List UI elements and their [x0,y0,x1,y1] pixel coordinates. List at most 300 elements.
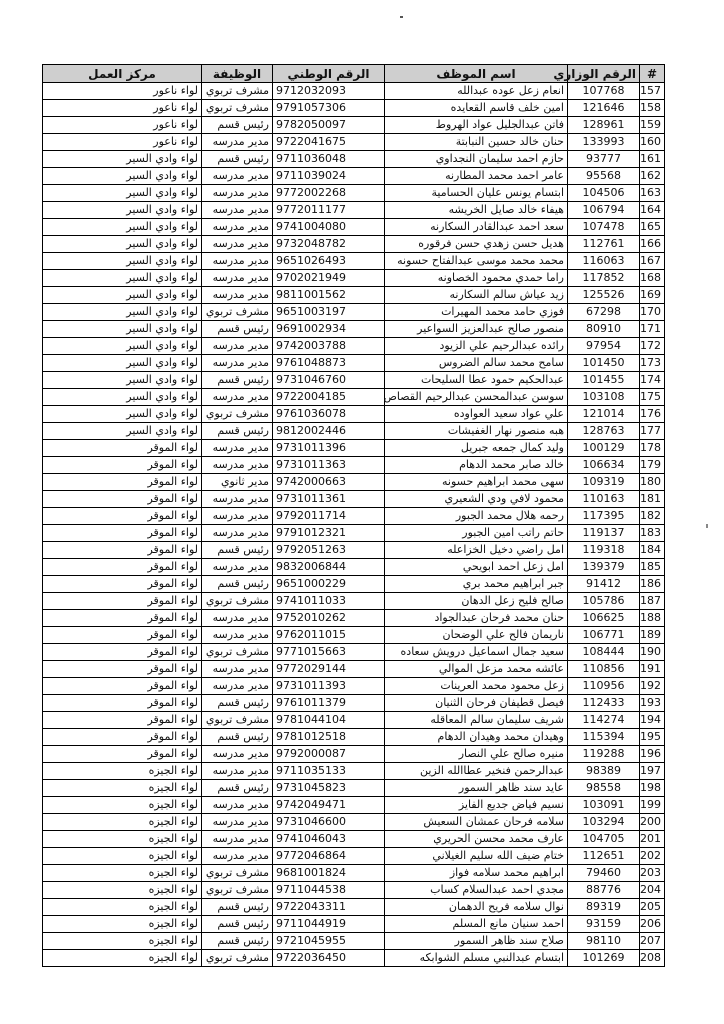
row-number: 176 [640,406,665,423]
table-row [43,372,665,389]
work-center-cell: لواء الموقر [43,457,202,474]
row-number: 166 [640,236,665,253]
national-id-cell: 9742003788 [273,338,385,355]
job-title-cell: مدير مدرسه [202,185,273,202]
row-number: 186 [640,576,665,593]
ministry-id-cell: 98558 [568,780,640,797]
table-row [43,219,665,236]
row-number: 168 [640,270,665,287]
table-row [43,695,665,712]
table-row [43,576,665,593]
employee-name-cell: ابراهيم محمد سلامه فواز [385,865,568,882]
table-row [43,83,665,100]
work-center-cell: لواء وادي السير [43,253,202,270]
table-row [43,950,665,967]
table-row [43,610,665,627]
job-title-cell: رئيس قسم [202,576,273,593]
row-number: 201 [640,831,665,848]
ministry-id-cell: 93777 [568,151,640,168]
row-number: 207 [640,933,665,950]
ministry-id-cell: 106771 [568,627,640,644]
national-id-cell: 9741011033 [273,593,385,610]
national-id-cell: 9792011714 [273,508,385,525]
national-id-cell: 9761036078 [273,406,385,423]
national-id-cell: 9742000663 [273,474,385,491]
national-id-cell: 9771015663 [273,644,385,661]
ministry-id-cell: 104705 [568,831,640,848]
job-title-cell: مدير مدرسه [202,746,273,763]
row-number: 181 [640,491,665,508]
ministry-id-cell: 93159 [568,916,640,933]
employee-name-cell: ختام ضيف الله سليم الغيلاني [385,848,568,865]
work-center-cell: لواء وادي السير [43,236,202,253]
employee-name-cell: علي عواد سعيد العواوده [385,406,568,423]
header-ministry-id: الرقم الوزاري [568,65,640,83]
row-number: 179 [640,457,665,474]
national-id-cell: 9792051263 [273,542,385,559]
work-center-cell: لواء وادي السير [43,338,202,355]
employee-name-cell: حنان خالد حسين النبابتة [385,134,568,151]
employee-name-cell: سعد احمد عبدالقادر السكارنه [385,219,568,236]
ministry-id-cell: 112761 [568,236,640,253]
employee-name-cell: حازم احمد سليمان النجداوي [385,151,568,168]
work-center-cell: لواء وادي السير [43,270,202,287]
employee-name-cell: سامح محمد سالم الضروس [385,355,568,372]
ministry-id-cell: 98389 [568,763,640,780]
work-center-cell: لواء الموقر [43,678,202,695]
row-number: 196 [640,746,665,763]
national-id-cell: 9781012518 [273,729,385,746]
work-center-cell: لواء وادي السير [43,389,202,406]
work-center-cell: لواء الموقر [43,712,202,729]
national-id-cell: 9812002446 [273,423,385,440]
table-row [43,678,665,695]
row-number: 195 [640,729,665,746]
employee-name-cell: محمود لافي ودي الشعيري [385,491,568,508]
row-number: 172 [640,338,665,355]
employee-name-cell: وهيدان محمد وهيدان الدهام [385,729,568,746]
table-row [43,593,665,610]
header-national-id: الرقم الوطني [273,65,385,83]
employee-name-cell: فاتن عبدالجليل عواد الهروط [385,117,568,134]
job-title-cell: مدير مدرسه [202,457,273,474]
ministry-id-cell: 103294 [568,814,640,831]
work-center-cell: لواء الموقر [43,661,202,678]
work-center-cell: لواء ناعور [43,83,202,100]
national-id-cell: 9712032093 [273,83,385,100]
job-title-cell: مشرف تربوي [202,712,273,729]
job-title-cell: رئيس قسم [202,372,273,389]
job-title-cell: رئيس قسم [202,151,273,168]
employee-name-cell: مجدي احمد عبدالسلام كساب [385,882,568,899]
row-number: 177 [640,423,665,440]
row-number: 198 [640,780,665,797]
row-number: 200 [640,814,665,831]
work-center-cell: لواء الموقر [43,593,202,610]
job-title-cell: رئيس قسم [202,542,273,559]
national-id-cell: 9722041675 [273,134,385,151]
work-center-cell: لواء الموقر [43,610,202,627]
employee-name-cell: سعيد جمال اسماعيل درويش سعاده [385,644,568,661]
employee-name-cell: امل زعل احمد ابويحي [385,559,568,576]
employee-name-cell: سوسن عبدالمحسن عبدالرحيم القصاص [385,389,568,406]
work-center-cell: لواء الجيزه [43,831,202,848]
national-id-cell: 9741004080 [273,219,385,236]
national-id-cell: 9731045823 [273,780,385,797]
table-row [43,508,665,525]
work-center-cell: لواء الموقر [43,440,202,457]
ministry-id-cell: 67298 [568,304,640,321]
table-row [43,253,665,270]
ministry-id-cell: 128763 [568,423,640,440]
ministry-id-cell: 103091 [568,797,640,814]
ministry-id-cell: 121646 [568,100,640,117]
row-number: 163 [640,185,665,202]
ministry-id-cell: 79460 [568,865,640,882]
work-center-cell: لواء ناعور [43,134,202,151]
row-number: 192 [640,678,665,695]
ministry-id-cell: 89319 [568,899,640,916]
table-row [43,933,665,950]
national-id-cell: 9752010262 [273,610,385,627]
work-center-cell: لواء وادي السير [43,185,202,202]
ministry-id-cell: 128961 [568,117,640,134]
scan-mark [706,524,708,528]
table-row [43,882,665,899]
ministry-id-cell: 110163 [568,491,640,508]
ministry-id-cell: 98110 [568,933,640,950]
work-center-cell: لواء ناعور [43,117,202,134]
ministry-id-cell: 110856 [568,661,640,678]
national-id-cell: 9651000229 [273,576,385,593]
ministry-id-cell: 109319 [568,474,640,491]
employee-name-cell: سلامه فرحان عمشان السعيش [385,814,568,831]
ministry-id-cell: 114274 [568,712,640,729]
row-number: 193 [640,695,665,712]
table-row [43,525,665,542]
table-row [43,644,665,661]
row-number: 161 [640,151,665,168]
row-number: 165 [640,219,665,236]
work-center-cell: لواء الموقر [43,525,202,542]
table-row [43,338,665,355]
national-id-cell: 9772046864 [273,848,385,865]
work-center-cell: لواء وادي السير [43,151,202,168]
table-row [43,270,665,287]
job-title-cell: رئيس قسم [202,321,273,338]
national-id-cell: 9711035133 [273,763,385,780]
row-number: 189 [640,627,665,644]
work-center-cell: لواء الجيزه [43,797,202,814]
ministry-id-cell: 117395 [568,508,640,525]
employee-name-cell: امين خلف قاسم القعايده [385,100,568,117]
table-row [43,304,665,321]
employee-name-cell: عامر احمد محمد المطارنه [385,168,568,185]
job-title-cell: مشرف تربوي [202,304,273,321]
ministry-id-cell: 106625 [568,610,640,627]
row-number: 167 [640,253,665,270]
row-number: 164 [640,202,665,219]
table-row [43,355,665,372]
work-center-cell: لواء وادي السير [43,287,202,304]
national-id-cell: 9832006844 [273,559,385,576]
row-number: 173 [640,355,665,372]
ministry-id-cell: 115394 [568,729,640,746]
table-row [43,491,665,508]
table-row [43,440,665,457]
job-title-cell: مدير مدرسه [202,848,273,865]
employee-name-cell: ابتسام يونس عليان الحسامية [385,185,568,202]
table-row [43,406,665,423]
national-id-cell: 9772011177 [273,202,385,219]
job-title-cell: رئيس قسم [202,695,273,712]
row-number: 170 [640,304,665,321]
work-center-cell: لواء الموقر [43,627,202,644]
job-title-cell: مدير مدرسه [202,440,273,457]
job-title-cell: مشرف تربوي [202,593,273,610]
table-row [43,117,665,134]
work-center-cell: لواء الجيزه [43,950,202,967]
table-row [43,848,665,865]
employee-name-cell: امل راضي دخيل الخزاعله [385,542,568,559]
job-title-cell: مدير مدرسه [202,661,273,678]
table-row [43,457,665,474]
work-center-cell: لواء الجيزه [43,763,202,780]
national-id-cell: 9791057306 [273,100,385,117]
national-id-cell: 9651026493 [273,253,385,270]
ministry-id-cell: 106634 [568,457,640,474]
work-center-cell: لواء الجيزه [43,814,202,831]
table-row [43,287,665,304]
national-id-cell: 9761011379 [273,695,385,712]
work-center-cell: لواء الموقر [43,508,202,525]
row-number: 184 [640,542,665,559]
row-number: 178 [640,440,665,457]
national-id-cell: 9722004185 [273,389,385,406]
national-id-cell: 9772029144 [273,661,385,678]
table-row [43,321,665,338]
work-center-cell: لواء وادي السير [43,423,202,440]
table-row [43,865,665,882]
work-center-cell: لواء الموقر [43,729,202,746]
national-id-cell: 9782050097 [273,117,385,134]
table-row [43,661,665,678]
row-number: 188 [640,610,665,627]
table-row [43,712,665,729]
national-id-cell: 9741046043 [273,831,385,848]
ministry-id-cell: 125526 [568,287,640,304]
national-id-cell: 9651003197 [273,304,385,321]
job-title-cell: مدير مدرسه [202,202,273,219]
employee-table [42,64,665,967]
employee-name-cell: زيد عياش سالم السكارنه [385,287,568,304]
job-title-cell: مشرف تربوي [202,83,273,100]
work-center-cell: لواء وادي السير [43,406,202,423]
work-center-cell: لواء الموقر [43,491,202,508]
ministry-id-cell: 117852 [568,270,640,287]
employee-name-cell: هديل حسن زهدي حسن فرقوره [385,236,568,253]
job-title-cell: مدير مدرسه [202,763,273,780]
job-title-cell: مدير مدرسه [202,559,273,576]
national-id-cell: 9681001824 [273,865,385,882]
job-title-cell: مدير مدرسه [202,236,273,253]
row-number: 206 [640,916,665,933]
employee-name-cell: فوزي حامد محمد المهيرات [385,304,568,321]
row-number: 180 [640,474,665,491]
job-title-cell: مدير مدرسه [202,168,273,185]
table-row [43,559,665,576]
ministry-id-cell: 116063 [568,253,640,270]
table-body [43,83,665,967]
ministry-id-cell: 110956 [568,678,640,695]
job-title-cell: مدير مدرسه [202,678,273,695]
work-center-cell: لواء الموقر [43,559,202,576]
ministry-id-cell: 112433 [568,695,640,712]
national-id-cell: 9811001562 [273,287,385,304]
row-number: 158 [640,100,665,117]
national-id-cell: 9761048873 [273,355,385,372]
job-title-cell: مدير مدرسه [202,338,273,355]
national-id-cell: 9691002934 [273,321,385,338]
job-title-cell: مدير مدرسه [202,134,273,151]
row-number: 208 [640,950,665,967]
job-title-cell: رئيس قسم [202,729,273,746]
employee-name-cell: جبر ابراهيم محمد بري [385,576,568,593]
ministry-id-cell: 106794 [568,202,640,219]
job-title-cell: مشرف تربوي [202,882,273,899]
row-number: 175 [640,389,665,406]
job-title-cell: رئيس قسم [202,780,273,797]
ministry-id-cell: 101450 [568,355,640,372]
national-id-cell: 9722036450 [273,950,385,967]
national-id-cell: 9731011393 [273,678,385,695]
ministry-id-cell: 101269 [568,950,640,967]
employee-name-cell: احمد سنيان مانع المسلم [385,916,568,933]
employee-name-cell: رحمه هلال محمد الجبور [385,508,568,525]
table-row [43,729,665,746]
table-row [43,763,665,780]
row-number: 187 [640,593,665,610]
row-number: 203 [640,865,665,882]
job-title-cell: رئيس قسم [202,916,273,933]
table-row [43,831,665,848]
ministry-id-cell: 101455 [568,372,640,389]
work-center-cell: لواء وادي السير [43,372,202,389]
work-center-cell: لواء وادي السير [43,321,202,338]
employee-name-cell: خالد صابر محمد الدهام [385,457,568,474]
employee-name-cell: عائشه محمد مزعل الموالي [385,661,568,678]
ministry-id-cell: 133993 [568,134,640,151]
work-center-cell: لواء وادي السير [43,168,202,185]
row-number: 202 [640,848,665,865]
row-number: 182 [640,508,665,525]
employee-name-cell: حنان محمد فرحان عبدالجواد [385,610,568,627]
job-title-cell: مدير مدرسه [202,355,273,372]
national-id-cell: 9731046600 [273,814,385,831]
job-title-cell: رئيس قسم [202,117,273,134]
employee-name-cell: نوال سلامه فريح الدهمان [385,899,568,916]
row-number: 197 [640,763,665,780]
table-row [43,236,665,253]
job-title-cell: مدير ثانوي [202,474,273,491]
row-number: 190 [640,644,665,661]
employee-name-cell: ابتسام عبدالنبي مسلم الشوابكه [385,950,568,967]
header-job-title: الوظيفة [202,65,273,83]
work-center-cell: لواء الموقر [43,644,202,661]
table-row [43,916,665,933]
row-number: 185 [640,559,665,576]
table-row [43,899,665,916]
row-number: 199 [640,797,665,814]
job-title-cell: مشرف تربوي [202,406,273,423]
employee-name-cell: منصور صالح عبدالعزيز السواعير [385,321,568,338]
row-number: 169 [640,287,665,304]
national-id-cell: 9732048782 [273,236,385,253]
work-center-cell: لواء الموقر [43,542,202,559]
row-number: 194 [640,712,665,729]
employee-name-cell: عارف محمد محسن الحريري [385,831,568,848]
header-row [43,65,665,83]
work-center-cell: لواء الجيزه [43,916,202,933]
job-title-cell: رئيس قسم [202,423,273,440]
job-title-cell: مدير مدرسه [202,219,273,236]
national-id-cell: 9711044538 [273,882,385,899]
work-center-cell: لواء الجيزه [43,848,202,865]
employee-name-cell: هبه منصور نهار الغفيشات [385,423,568,440]
work-center-cell: لواء وادي السير [43,304,202,321]
work-center-cell: لواء وادي السير [43,219,202,236]
employee-name-cell: هيفاء خالد صايل الخريشه [385,202,568,219]
employee-name-cell: زعل محمود محمد العرينات [385,678,568,695]
national-id-cell: 9722043311 [273,899,385,916]
employee-name-cell: نسيم فياض جديع الفايز [385,797,568,814]
national-id-cell: 9711044919 [273,916,385,933]
job-title-cell: مدير مدرسه [202,287,273,304]
employee-name-cell: منيره صالح علي النصار [385,746,568,763]
table-row [43,134,665,151]
table-row [43,168,665,185]
employee-name-cell: صالح فليح زعل الدهان [385,593,568,610]
table-row [43,423,665,440]
job-title-cell: مدير مدرسه [202,627,273,644]
work-center-cell: لواء الموقر [43,746,202,763]
work-center-cell: لواء وادي السير [43,202,202,219]
row-number: 159 [640,117,665,134]
table-row [43,780,665,797]
ministry-id-cell: 103108 [568,389,640,406]
national-id-cell: 9731046760 [273,372,385,389]
ministry-id-cell: 139379 [568,559,640,576]
work-center-cell: لواء الموقر [43,576,202,593]
employee-name-cell: وليد كمال جمعه جبريل [385,440,568,457]
national-id-cell: 9731011363 [273,457,385,474]
ministry-id-cell: 119137 [568,525,640,542]
header-num: # [640,65,665,83]
national-id-cell: 9742049471 [273,797,385,814]
job-title-cell: مدير مدرسه [202,610,273,627]
work-center-cell: لواء وادي السير [43,355,202,372]
employee-name-cell: محمد محمد موسى عبدالفتاح حسونه [385,253,568,270]
job-title-cell: مدير مدرسه [202,491,273,508]
table-row [43,797,665,814]
employee-name-cell: فيصل قطيفان فرحان الثنيان [385,695,568,712]
national-id-cell: 9702021949 [273,270,385,287]
scan-speck [400,16,403,18]
job-title-cell: مدير مدرسه [202,253,273,270]
header-work-center: مركز العمل [43,65,202,83]
national-id-cell: 9781044104 [273,712,385,729]
table-header [43,65,665,83]
